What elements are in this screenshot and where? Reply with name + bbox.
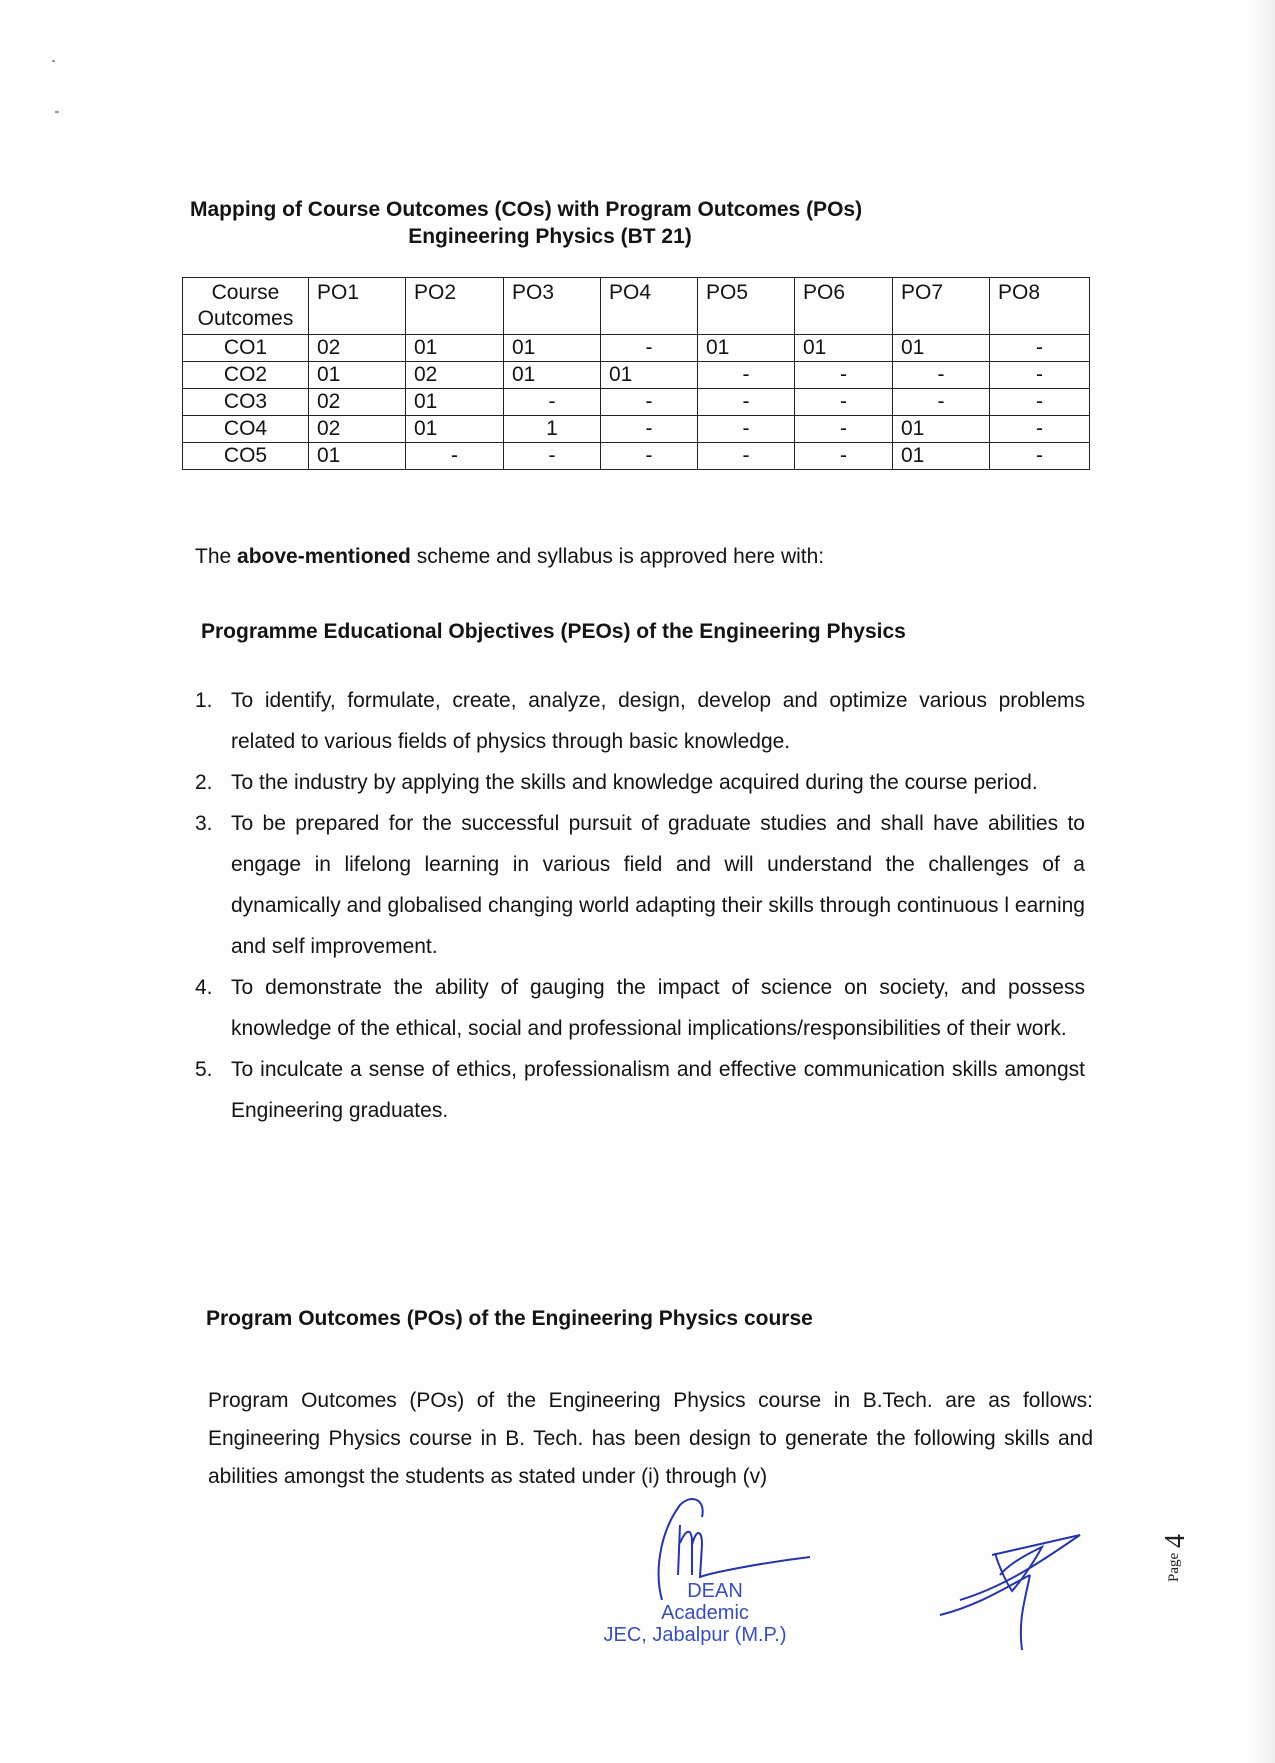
column-header: PO7 (893, 278, 990, 335)
list-number: 1. (195, 689, 213, 712)
stamp-line3: JEC, Jabalpur (M.P.) (603, 1624, 787, 1646)
row-label: CO2 (183, 362, 309, 389)
approval-statement (195, 545, 824, 569)
list-item (195, 803, 1085, 967)
document-header (190, 196, 910, 250)
table-cell: - (990, 335, 1090, 362)
column-header: PO6 (795, 278, 893, 335)
page-number-marker (1148, 1520, 1198, 1590)
approval-prefix: The (195, 545, 232, 568)
table-cell: - (601, 389, 698, 416)
row-label: CO4 (183, 416, 309, 443)
table-cell: 1 (504, 416, 601, 443)
table-header-row (183, 278, 1090, 335)
table-cell: - (795, 443, 893, 470)
approval-bold: above-mentioned (237, 545, 411, 568)
column-header: PO4 (601, 278, 698, 335)
stamp-line1: DEAN (687, 1580, 743, 1602)
table-cell: 02 (309, 335, 406, 362)
table-cell: 01 (309, 443, 406, 470)
table-cell: 01 (893, 443, 990, 470)
list-number: 3. (195, 812, 213, 835)
table-cell: - (698, 389, 795, 416)
corner-line1: Course (211, 281, 280, 304)
scan-speck (55, 111, 59, 113)
table-row (183, 389, 1090, 416)
table-cell: - (698, 443, 795, 470)
table-cell: 01 (406, 416, 504, 443)
row-label: CO5 (183, 443, 309, 470)
table-row (183, 362, 1090, 389)
list-text: To be prepared for the successful pursuit of graduate studies and shall have abilities to engage in lifelong learning in various field and will understand the challenges of a dynamically and globalised changing world adapting their skills through continuous l earning and self improvement. (231, 812, 1085, 958)
table-cell: 01 (309, 362, 406, 389)
list-item (195, 680, 1085, 762)
table-cell: - (990, 389, 1090, 416)
table-cell: - (893, 389, 990, 416)
table-corner-header (183, 278, 309, 335)
list-item (195, 967, 1085, 1049)
table-cell: - (601, 335, 698, 362)
table-cell: 02 (406, 362, 504, 389)
list-number: 2. (195, 771, 213, 794)
dean-stamp (585, 1580, 825, 1646)
list-text: To demonstrate the ability of gauging the impact of science on society, and possess knowledge of the ethical, social and professional implications/responsibilities of their work. (231, 976, 1085, 1040)
po-section-title: Program Outcomes (POs) of the Engineering Physics course (206, 1307, 813, 1330)
second-signature-icon (930, 1525, 1100, 1655)
table-cell: - (504, 443, 601, 470)
table-cell: - (990, 416, 1090, 443)
table-cell: - (698, 416, 795, 443)
column-header: PO2 (406, 278, 504, 335)
peo-list (195, 680, 1085, 1131)
table-row (183, 335, 1090, 362)
page-number: 4 (1160, 1534, 1191, 1548)
table-cell: 02 (309, 389, 406, 416)
table-cell: 01 (795, 335, 893, 362)
table-cell: - (601, 416, 698, 443)
table-cell: - (893, 362, 990, 389)
list-text: To inculcate a sense of ethics, professionalism and effective communication skills amongst Engineering graduates. (231, 1058, 1085, 1122)
table-cell: 01 (601, 362, 698, 389)
table-cell: 01 (406, 389, 504, 416)
table-row (183, 416, 1090, 443)
list-item (195, 1049, 1085, 1131)
row-label: CO3 (183, 389, 309, 416)
column-header: PO3 (504, 278, 601, 335)
table-cell: 01 (406, 335, 504, 362)
table-row (183, 443, 1090, 470)
table-cell: 01 (698, 335, 795, 362)
stamp-line2: Academic (661, 1602, 749, 1624)
column-header: PO5 (698, 278, 795, 335)
page-label: Page (1166, 1552, 1182, 1582)
table-cell: - (504, 389, 601, 416)
table-cell: - (990, 443, 1090, 470)
list-number: 4. (195, 976, 213, 999)
corner-line2: Outcomes (197, 307, 294, 330)
list-number: 5. (195, 1058, 213, 1081)
table-cell: - (601, 443, 698, 470)
table-cell: - (406, 443, 504, 470)
scan-edge-shadow (1249, 0, 1275, 1763)
approval-suffix: scheme and syllabus is approved here with: (416, 545, 825, 568)
list-item (195, 762, 1085, 803)
table-cell: 01 (504, 362, 601, 389)
table-cell: 01 (893, 416, 990, 443)
table-cell: 01 (504, 335, 601, 362)
list-text: To identify, formulate, create, analyze, design, develop and optimize various problems related to various fields of physics through basic knowledge. (231, 689, 1085, 753)
table-cell: - (990, 362, 1090, 389)
column-header: PO1 (309, 278, 406, 335)
table-cell: 01 (893, 335, 990, 362)
po-intro-paragraph: Program Outcomes (POs) of the Engineering Physics course in B.Tech. are as follows: Engineering Physics course in B. Tech. has been design to generate the following skills and abilities amongst the students as stated under (i) through (v) (208, 1389, 1093, 1488)
header-title-line1: Mapping of Course Outcomes (COs) with Program Outcomes (POs) (190, 198, 863, 221)
scan-speck (52, 60, 55, 62)
table-cell: - (795, 362, 893, 389)
column-header: PO8 (990, 278, 1090, 335)
co-po-mapping-table (182, 277, 1090, 470)
table-cell: 02 (309, 416, 406, 443)
table-cell: - (795, 416, 893, 443)
row-label: CO1 (183, 335, 309, 362)
table-cell: - (698, 362, 795, 389)
peo-section-title: Programme Educational Objectives (PEOs) of the Engineering Physics (201, 620, 906, 643)
table-cell: - (795, 389, 893, 416)
list-text: To the industry by applying the skills and knowledge acquired during the course period. (231, 771, 1038, 794)
header-title-line2: Engineering Physics (BT 21) (408, 225, 692, 248)
